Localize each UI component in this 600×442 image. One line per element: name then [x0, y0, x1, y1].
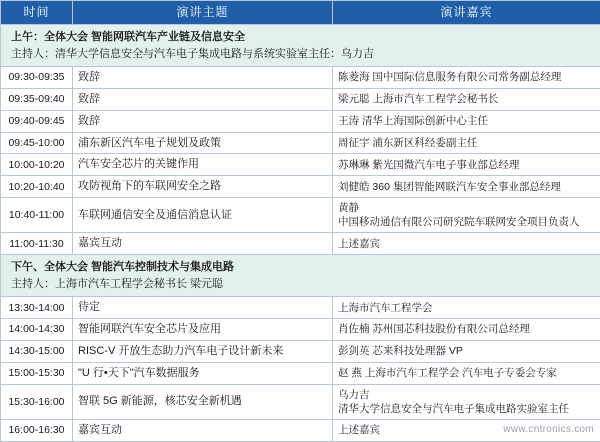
cell-time: 14:00-14:30: [1, 319, 73, 341]
cell-topic: 致辞: [73, 110, 333, 132]
cell-topic: 待定: [73, 297, 333, 319]
cell-time: 15:00-15:30: [1, 362, 73, 384]
table-row: [1, 340, 600, 362]
table-row: [1, 132, 600, 154]
cell-guest: 黄静 中国移动通信有限公司研究院车联网安全项目负责人: [333, 198, 600, 233]
cell-guest: 苏琳琳 紫光国微汽车电子事业部总经理: [333, 154, 600, 176]
table-row: [1, 67, 600, 89]
cell-topic: "U 行•天下"汽车数据服务: [73, 362, 333, 384]
session-title: 上午：全体大会 智能网联汽车产业链及信息安全: [11, 29, 590, 46]
cell-guest: 上海市汽车工程学会: [333, 297, 600, 319]
table-row: [1, 297, 600, 319]
cell-topic: 智能网联汽车安全芯片及应用: [73, 319, 333, 341]
cell-time: 11:00-11:30: [1, 233, 73, 255]
table-header-row: [1, 1, 600, 25]
column-header-time: 时间: [1, 1, 73, 25]
cell-time: 15:30-16:00: [1, 384, 73, 419]
table-row: [1, 110, 600, 132]
table-row: [1, 198, 600, 233]
cell-time: 16:00-16:30: [1, 419, 73, 441]
cell-topic: 智联 5G 新能源，核芯安全新机遇: [73, 384, 333, 419]
cell-guest: 上述嘉宾: [333, 233, 600, 255]
session-header-cell: [1, 25, 600, 67]
cell-topic: 攻防视角下的车联网安全之路: [73, 176, 333, 198]
cell-guest: 周征宇 浦东新区科经委副主任: [333, 132, 600, 154]
cell-time: 09:30-09:35: [1, 67, 73, 89]
table-row: [1, 233, 600, 255]
cell-guest: 刘健皓 360 集团智能网联汽车安全事业部总经理: [333, 176, 600, 198]
session-host: 主持人：上海市汽车工程学会秘书长 梁元聪: [11, 276, 590, 293]
cell-guest: 梁元聪 上海市汽车工程学会秘书长: [333, 88, 600, 110]
cell-topic: 致辞: [73, 88, 333, 110]
table-row: [1, 384, 600, 419]
table-row: [1, 154, 600, 176]
table-header: [1, 1, 600, 25]
cell-time: 09:45-10:00: [1, 132, 73, 154]
cell-guest: 彭剑英 芯来科技处理器 VP: [333, 340, 600, 362]
session-header-row: [1, 255, 600, 297]
cell-topic: 汽车安全芯片的关键作用: [73, 154, 333, 176]
cell-time: 10:40-11:00: [1, 198, 73, 233]
cell-time: 09:40-09:45: [1, 110, 73, 132]
table-row: [1, 362, 600, 384]
cell-guest: 肖佐楠 苏州国芯科技股份有限公司总经理: [333, 319, 600, 341]
cell-guest: 上述嘉宾: [333, 419, 600, 441]
table-row: [1, 319, 600, 341]
session-host: 主持人：清华大学信息安全与汽车电子集成电路与系统实验室主任：乌力吉: [11, 46, 590, 63]
table-row: [1, 176, 600, 198]
cell-topic: 浦东新区汽车电子规划及政策: [73, 132, 333, 154]
cell-topic: 车联网通信安全及通信消息认证: [73, 198, 333, 233]
cell-topic: RISC-V 开放生态助力汽车电子设计新未来: [73, 340, 333, 362]
cell-time: 14:30-15:00: [1, 340, 73, 362]
cell-guest: 王涛 清华上海国际创新中心主任: [333, 110, 600, 132]
session-header-cell: [1, 255, 600, 297]
cell-topic: 嘉宾互动: [73, 233, 333, 255]
cell-time: 10:20-10:40: [1, 176, 73, 198]
cell-guest: 陈菱海 国中国际信息服务有限公司常务副总经理: [333, 67, 600, 89]
session-title: 下午、全体大会 智能汽车控制技术与集成电路: [11, 259, 590, 276]
table-body: [1, 25, 600, 442]
cell-time: 09:35-09:40: [1, 88, 73, 110]
column-header-guest: 演讲嘉宾: [333, 1, 600, 25]
column-header-topic: 演讲主题: [73, 1, 333, 25]
cell-guest: 赵 燕 上海市汽车工程学会 汽车电子专委会专家: [333, 362, 600, 384]
cell-time: 13:30-14:00: [1, 297, 73, 319]
table-row: [1, 88, 600, 110]
session-header-row: [1, 25, 600, 67]
cell-guest: 乌力吉 清华大学信息安全与汽车电子集成电路实验室主任: [333, 384, 600, 419]
cell-time: 10:00-10:20: [1, 154, 73, 176]
watermark: www.cntronics.com: [503, 424, 594, 435]
cell-topic: 嘉宾互动: [73, 419, 333, 441]
cell-topic: 致辞: [73, 67, 333, 89]
